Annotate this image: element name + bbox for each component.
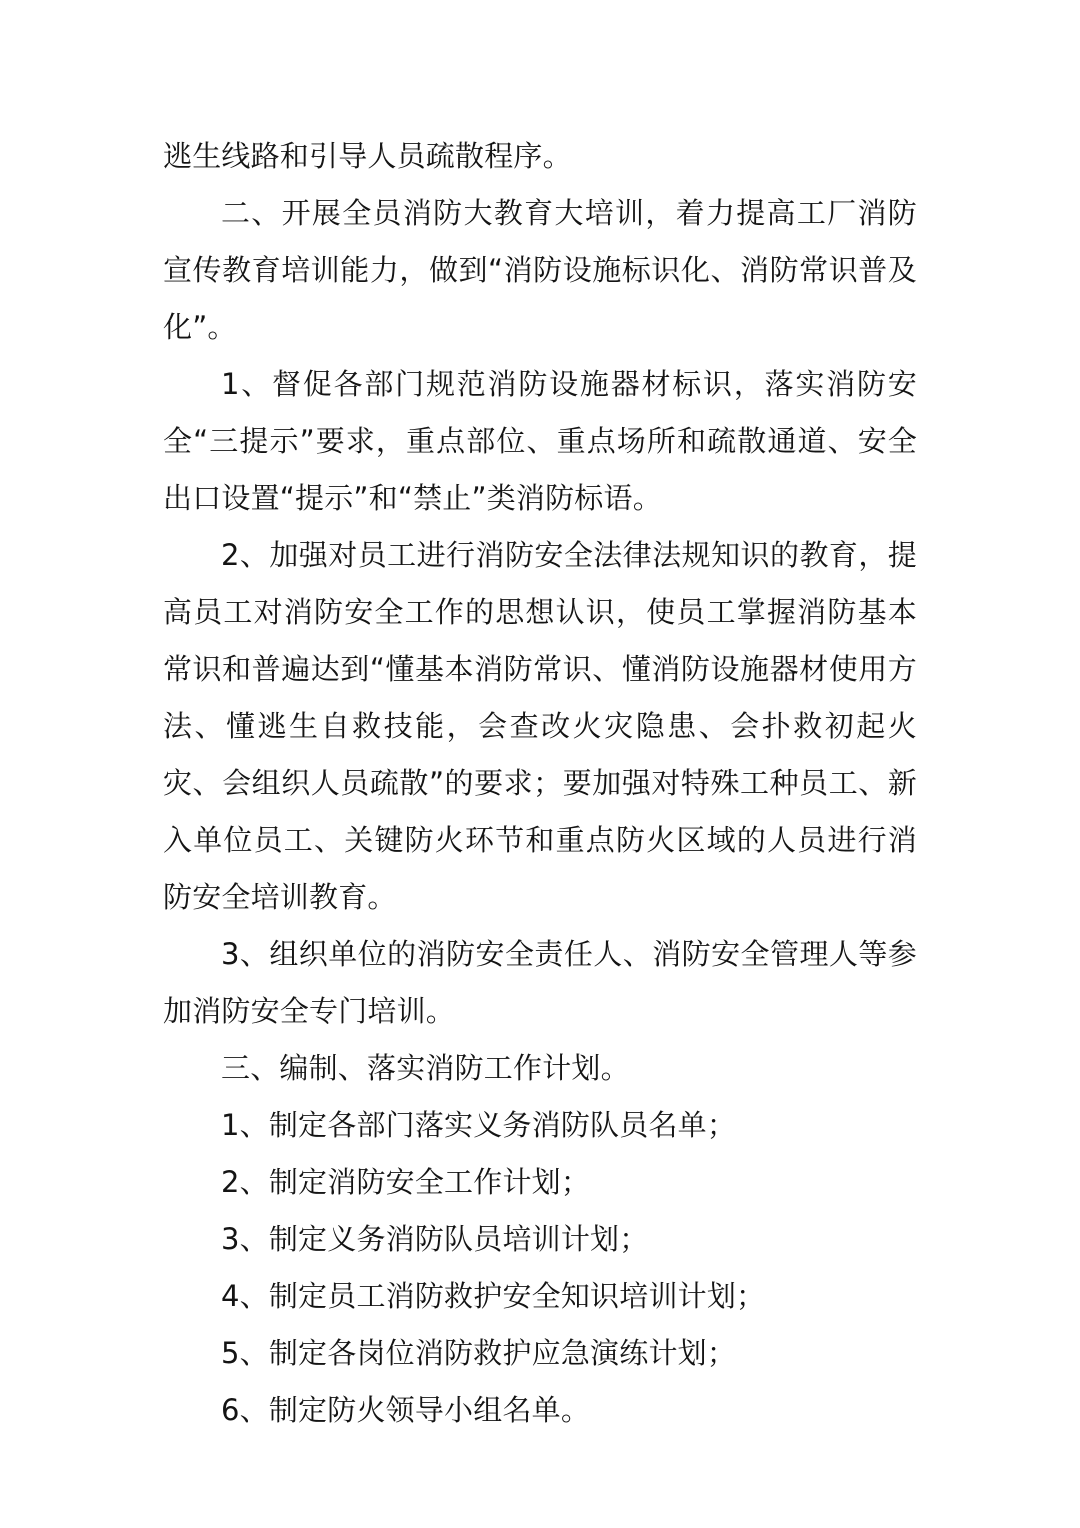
section-3-item-1: 1、制定各部门落实义务消防队员名单； <box>221 1108 737 1142</box>
section-3-item-2: 2、制定消防安全工作计划； <box>221 1165 591 1199</box>
section-3-item-6: 6、制定防火领导小组名单。 <box>221 1393 591 1427</box>
section-2-item-1: 1、督促各部门规范消防设施器材标识，落实消防安全“三提示”要求，重点部位、重点场所和疏散通道、安全出口设置“提示”和“禁止”类消防标语。 <box>163 367 917 515</box>
section-2-item-3: 3、组织单位的消防安全责任人、消防安全管理人等参加消防安全专门培训。 <box>163 937 917 1028</box>
section-3-item-3: 3、制定义务消防队员培训计划； <box>221 1222 649 1256</box>
section-2-item-2: 2、加强对员工进行消防安全法律法规知识的教育，提高员工对消防安全工作的思想认识，使员工掌握消防基本常识和普遍达到“懂基本消防常识、懂消防设施器材使用方法、懂逃生自救技能，会查改火灾隐患、会扑救初起火灾、会组织人员疏散”的要求；要加强对特殊工种员工、新入单位员工、关键防火环节和重点防火区域的人员进行消防安全培训教育。 <box>163 538 917 914</box>
section-heading-3: 三、编制、落实消防工作计划。 <box>221 1051 630 1085</box>
section-3-item-5: 5、制定各岗位消防救护应急演练计划； <box>221 1336 737 1370</box>
paragraph-continuation: 逃生线路和引导人员疏散程序。 <box>163 139 572 173</box>
section-3-item-4: 4、制定员工消防救护安全知识培训计划； <box>221 1279 766 1313</box>
section-heading-2: 二、开展全员消防大教育大培训，着力提高工厂消防宣传教育培训能力，做到“消防设施标识化、消防常识普及化”。 <box>163 196 917 344</box>
document-body <box>163 128 917 1439</box>
